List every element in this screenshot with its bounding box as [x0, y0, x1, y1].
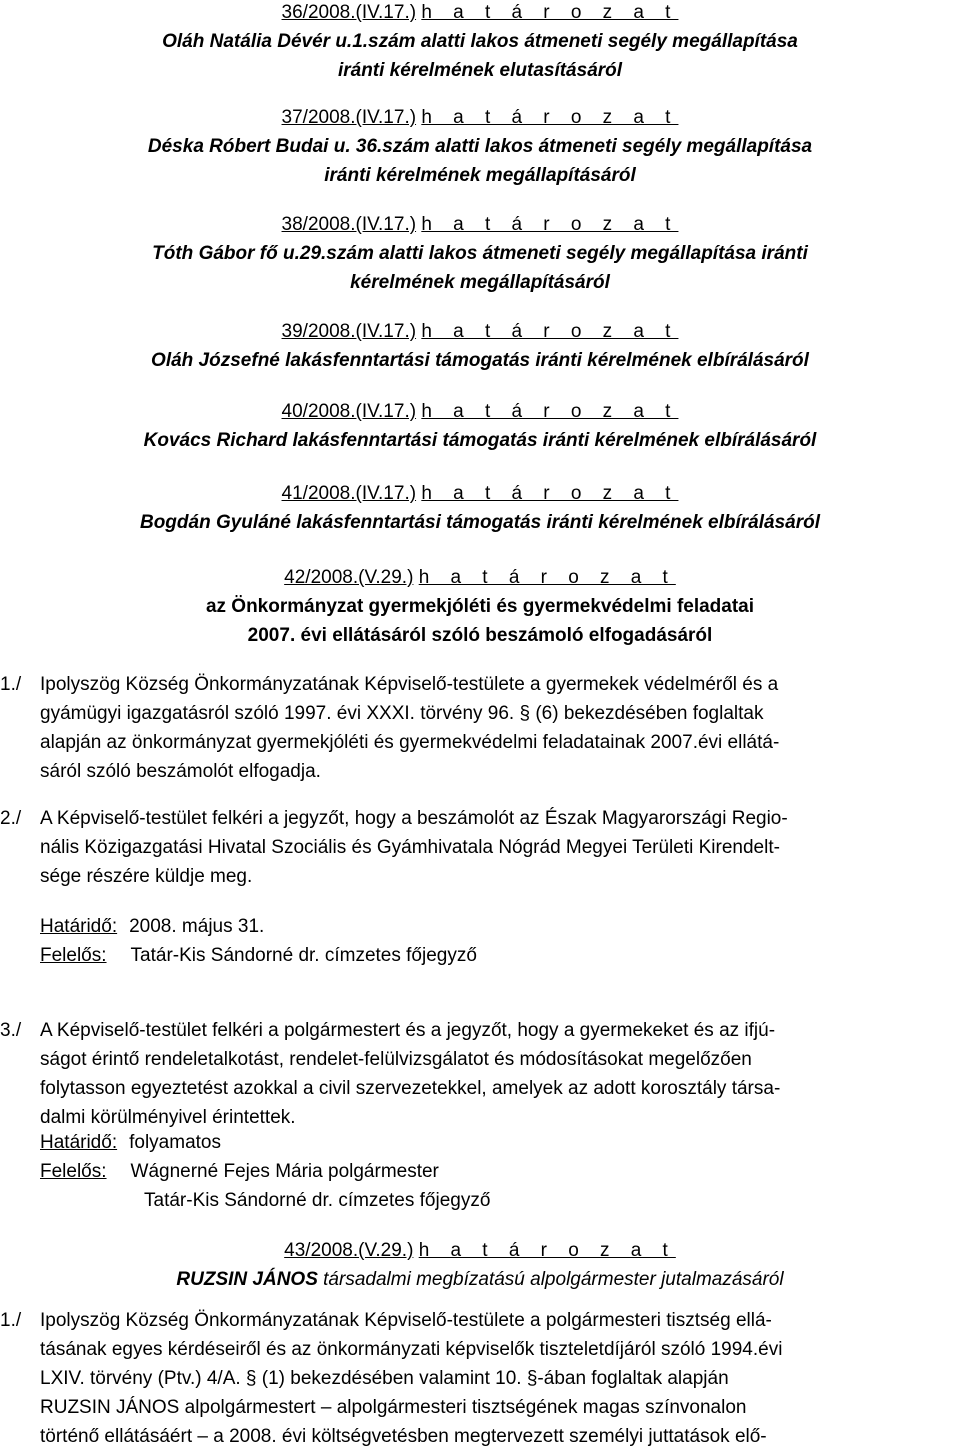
decision-keyword: h a t á r o z a t — [421, 214, 679, 235]
text-line: ságot érintő rendeletalkotást, rendelet-felülvizsgálatot és módosításokat megelőzően — [40, 1049, 752, 1070]
decision-number: 36/2008.(IV.17.) — [281, 2, 417, 23]
text-line: alapján az önkormányzat gyermekjóléti és gyermekvédelmi feladatainak 2007.évi ellátá- — [40, 732, 780, 753]
point-text — [40, 804, 946, 891]
decision-number: 41/2008.(IV.17.) — [281, 483, 417, 504]
text-line: sége részére küldje meg. — [40, 866, 253, 887]
decision-title-name: RUZSIN JÁNOS — [176, 1269, 318, 1290]
resolution-point — [0, 1016, 960, 1132]
text-line: történő ellátásáért – a 2008. évi költségvetésben megtervezett személyi juttatások elő- — [40, 1426, 767, 1447]
text-line: LXIV. törvény (Ptv.) 4/A. § (1) bekezdésében valamint 10. §-ában foglaltak alapján — [40, 1368, 729, 1389]
text-line: Ipolyszög Község Önkormányzatának Képviselő-testülete a gyermekek védelméről és a — [40, 674, 779, 695]
decision-title-line: Bogdán Gyuláné lakásfenntartási támogatás iránti kérelmének elbírálásáról — [139, 512, 821, 533]
text-line: nális Közigazgatási Hivatal Szociális és Gyámhivatala Nógrád Megyei Területi Kirendelt- — [40, 837, 780, 858]
decision-keyword: h a t á r o z a t — [421, 107, 679, 128]
text-line: Ipolyszög Község Önkormányzatának Képviselő-testülete a polgármesteri tisztség ellá- — [40, 1310, 772, 1331]
point-number: 1./ — [0, 674, 22, 695]
decision-number: 38/2008.(IV.17.) — [281, 214, 417, 235]
decision-title-rest: társadalmi megbízatású alpolgármester jutalmazásáról — [317, 1269, 784, 1290]
text-line: tásának egyes kérdéseiről és az önkormányzati képviselők tiszteletdíjáról szóló 1994.évi — [40, 1339, 783, 1360]
deadline-block — [40, 912, 940, 970]
text-line: gyámügyi igazgatásról szóló 1997. évi XXXI. törvény 96. § (6) bekezdésében foglaltak — [40, 703, 764, 724]
point-number: 3./ — [0, 1020, 22, 1041]
decision-43 — [0, 1236, 960, 1294]
decision-title-line: Oláh Józsefné lakásfenntartási támogatás iránti kérelmének elbírálásáról — [151, 350, 809, 371]
point-text — [40, 1016, 946, 1132]
decision-keyword: h a t á r o z a t — [421, 401, 679, 422]
responsible-label: Felelős: — [40, 945, 107, 966]
point-text — [40, 670, 946, 786]
text-line: RUZSIN JÁNOS alpolgármestert – alpolgármesteri tisztségének magas színvonalon — [40, 1397, 747, 1418]
decision-title-line — [0, 1265, 960, 1294]
decision-header — [0, 397, 960, 426]
deadline-row — [40, 912, 940, 941]
decision-title-line: iránti kérelmének elutasításáról — [337, 60, 623, 81]
decision-keyword: h a t á r o z a t — [418, 1240, 676, 1261]
deadline-label: Határidő: — [40, 916, 118, 937]
decision-title-line: kérelmének megállapításáról — [350, 272, 610, 293]
decision-36 — [0, 0, 960, 85]
decision-title-line: Déska Róbert Budai u. 36.szám alatti lakos átmeneti segély megállapítása — [147, 136, 813, 157]
decision-39 — [0, 317, 960, 375]
point-text — [40, 1306, 946, 1451]
decision-41 — [0, 479, 960, 537]
resolution-point — [0, 804, 960, 891]
decision-header — [0, 317, 960, 346]
responsible-row — [40, 1157, 940, 1186]
deadline-value: folyamatos — [129, 1132, 221, 1153]
responsible-value: Wágnerné Fejes Mária polgármester — [130, 1161, 439, 1182]
deadline-value: 2008. május 31. — [129, 916, 265, 937]
decision-title-line: Kovács Richard lakásfenntartási támogatás iránti kérelmének elbírálásáról — [143, 430, 817, 451]
responsible-label: Felelős: — [40, 1161, 107, 1182]
point-number: 2./ — [0, 808, 22, 829]
text-line: A Képviselő-testület felkéri a jegyzőt, hogy a beszámolót az Észak Magyarországi Regio- — [40, 808, 788, 829]
decision-number: 39/2008.(IV.17.) — [281, 321, 417, 342]
decision-number: 42/2008.(V.29.) — [284, 567, 414, 588]
decision-37 — [0, 103, 960, 190]
deadline-block — [40, 1128, 940, 1215]
decision-header — [0, 0, 960, 27]
decision-title-line: az Önkormányzat gyermekjóléti és gyermekvédelmi feladatai — [205, 596, 755, 617]
text-line: dalmi körülményivel érintettek. — [40, 1107, 296, 1128]
decision-keyword: h a t á r o z a t — [421, 321, 679, 342]
decision-header — [0, 210, 960, 239]
decision-title-line: 2007. évi ellátásáról szóló beszámoló elfogadásáról — [247, 625, 713, 646]
decision-title-line: Tóth Gábor fő u.29.szám alatti lakos átmeneti segély megállapítása iránti — [152, 243, 808, 264]
decision-40 — [0, 397, 960, 455]
point-number: 1./ — [0, 1310, 22, 1331]
responsible-value: Tatár-Kis Sándorné dr. címzetes főjegyző — [144, 1190, 491, 1211]
resolution-point — [0, 670, 960, 786]
responsible-value: Tatár-Kis Sándorné dr. címzetes főjegyző — [130, 945, 477, 966]
responsible-row — [40, 941, 940, 970]
decision-42 — [0, 563, 960, 650]
decision-number: 40/2008.(IV.17.) — [281, 401, 417, 422]
deadline-row — [40, 1128, 940, 1157]
decision-number: 37/2008.(IV.17.) — [281, 107, 417, 128]
decision-title-line: iránti kérelmének megállapításáról — [324, 165, 636, 186]
text-line: sáról szóló beszámolót elfogadja. — [40, 761, 321, 782]
decision-38 — [0, 210, 960, 297]
decision-keyword: h a t á r o z a t — [421, 483, 679, 504]
decision-header — [0, 479, 960, 508]
decision-header — [0, 1236, 960, 1265]
decision-title-line: Oláh Natália Dévér u.1.szám alatti lakos átmeneti segély megállapítása — [162, 31, 798, 52]
decision-header — [0, 103, 960, 132]
decision-number: 43/2008.(V.29.) — [284, 1240, 414, 1261]
responsible-row — [40, 1186, 940, 1215]
text-line: A Képviselő-testület felkéri a polgármestert és a jegyzőt, hogy a gyermekeket és az ifjú- — [40, 1020, 776, 1041]
text-line: folytasson egyeztetést azokkal a civil szervezetekkel, amelyek az adott korosztály társa- — [40, 1078, 781, 1099]
deadline-label: Határidő: — [40, 1132, 118, 1153]
decision-keyword: h a t á r o z a t — [421, 2, 679, 23]
resolution-point — [0, 1306, 960, 1451]
decision-keyword: h a t á r o z a t — [418, 567, 676, 588]
decision-header — [0, 563, 960, 592]
